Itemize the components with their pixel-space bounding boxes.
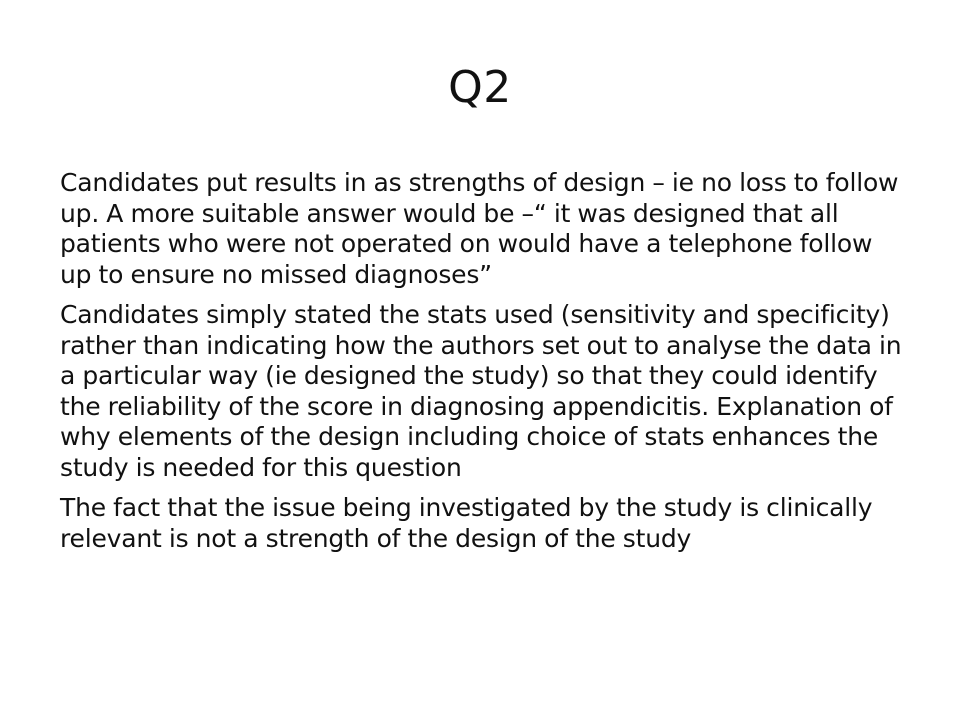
paragraph-stats-used: Candidates simply stated the stats used (sensitivity and specificity) rather than indicating how the authors set out to analyse the data in a particular way (ie designed the study) so that they could identify the reliability of the score in diagnosing appendicitis. Explanation of why elements of the design including choice of stats enhances the study is needed for this question <box>60 300 902 482</box>
slide-body <box>60 168 910 564</box>
paragraph-loss-to-follow-up: Candidates put results in as strengths of design – ie no loss to follow up. A more suitable answer would be –“ it was designed that all patients who were not operated on would have a telephone follow up to ensure no missed diagnoses” <box>60 168 899 289</box>
paragraph-clinical-relevance: The fact that the issue being investigated by the study is clinically relevant is not a strength of the design of the study <box>60 493 873 553</box>
slide-title: Q2 <box>448 62 512 113</box>
